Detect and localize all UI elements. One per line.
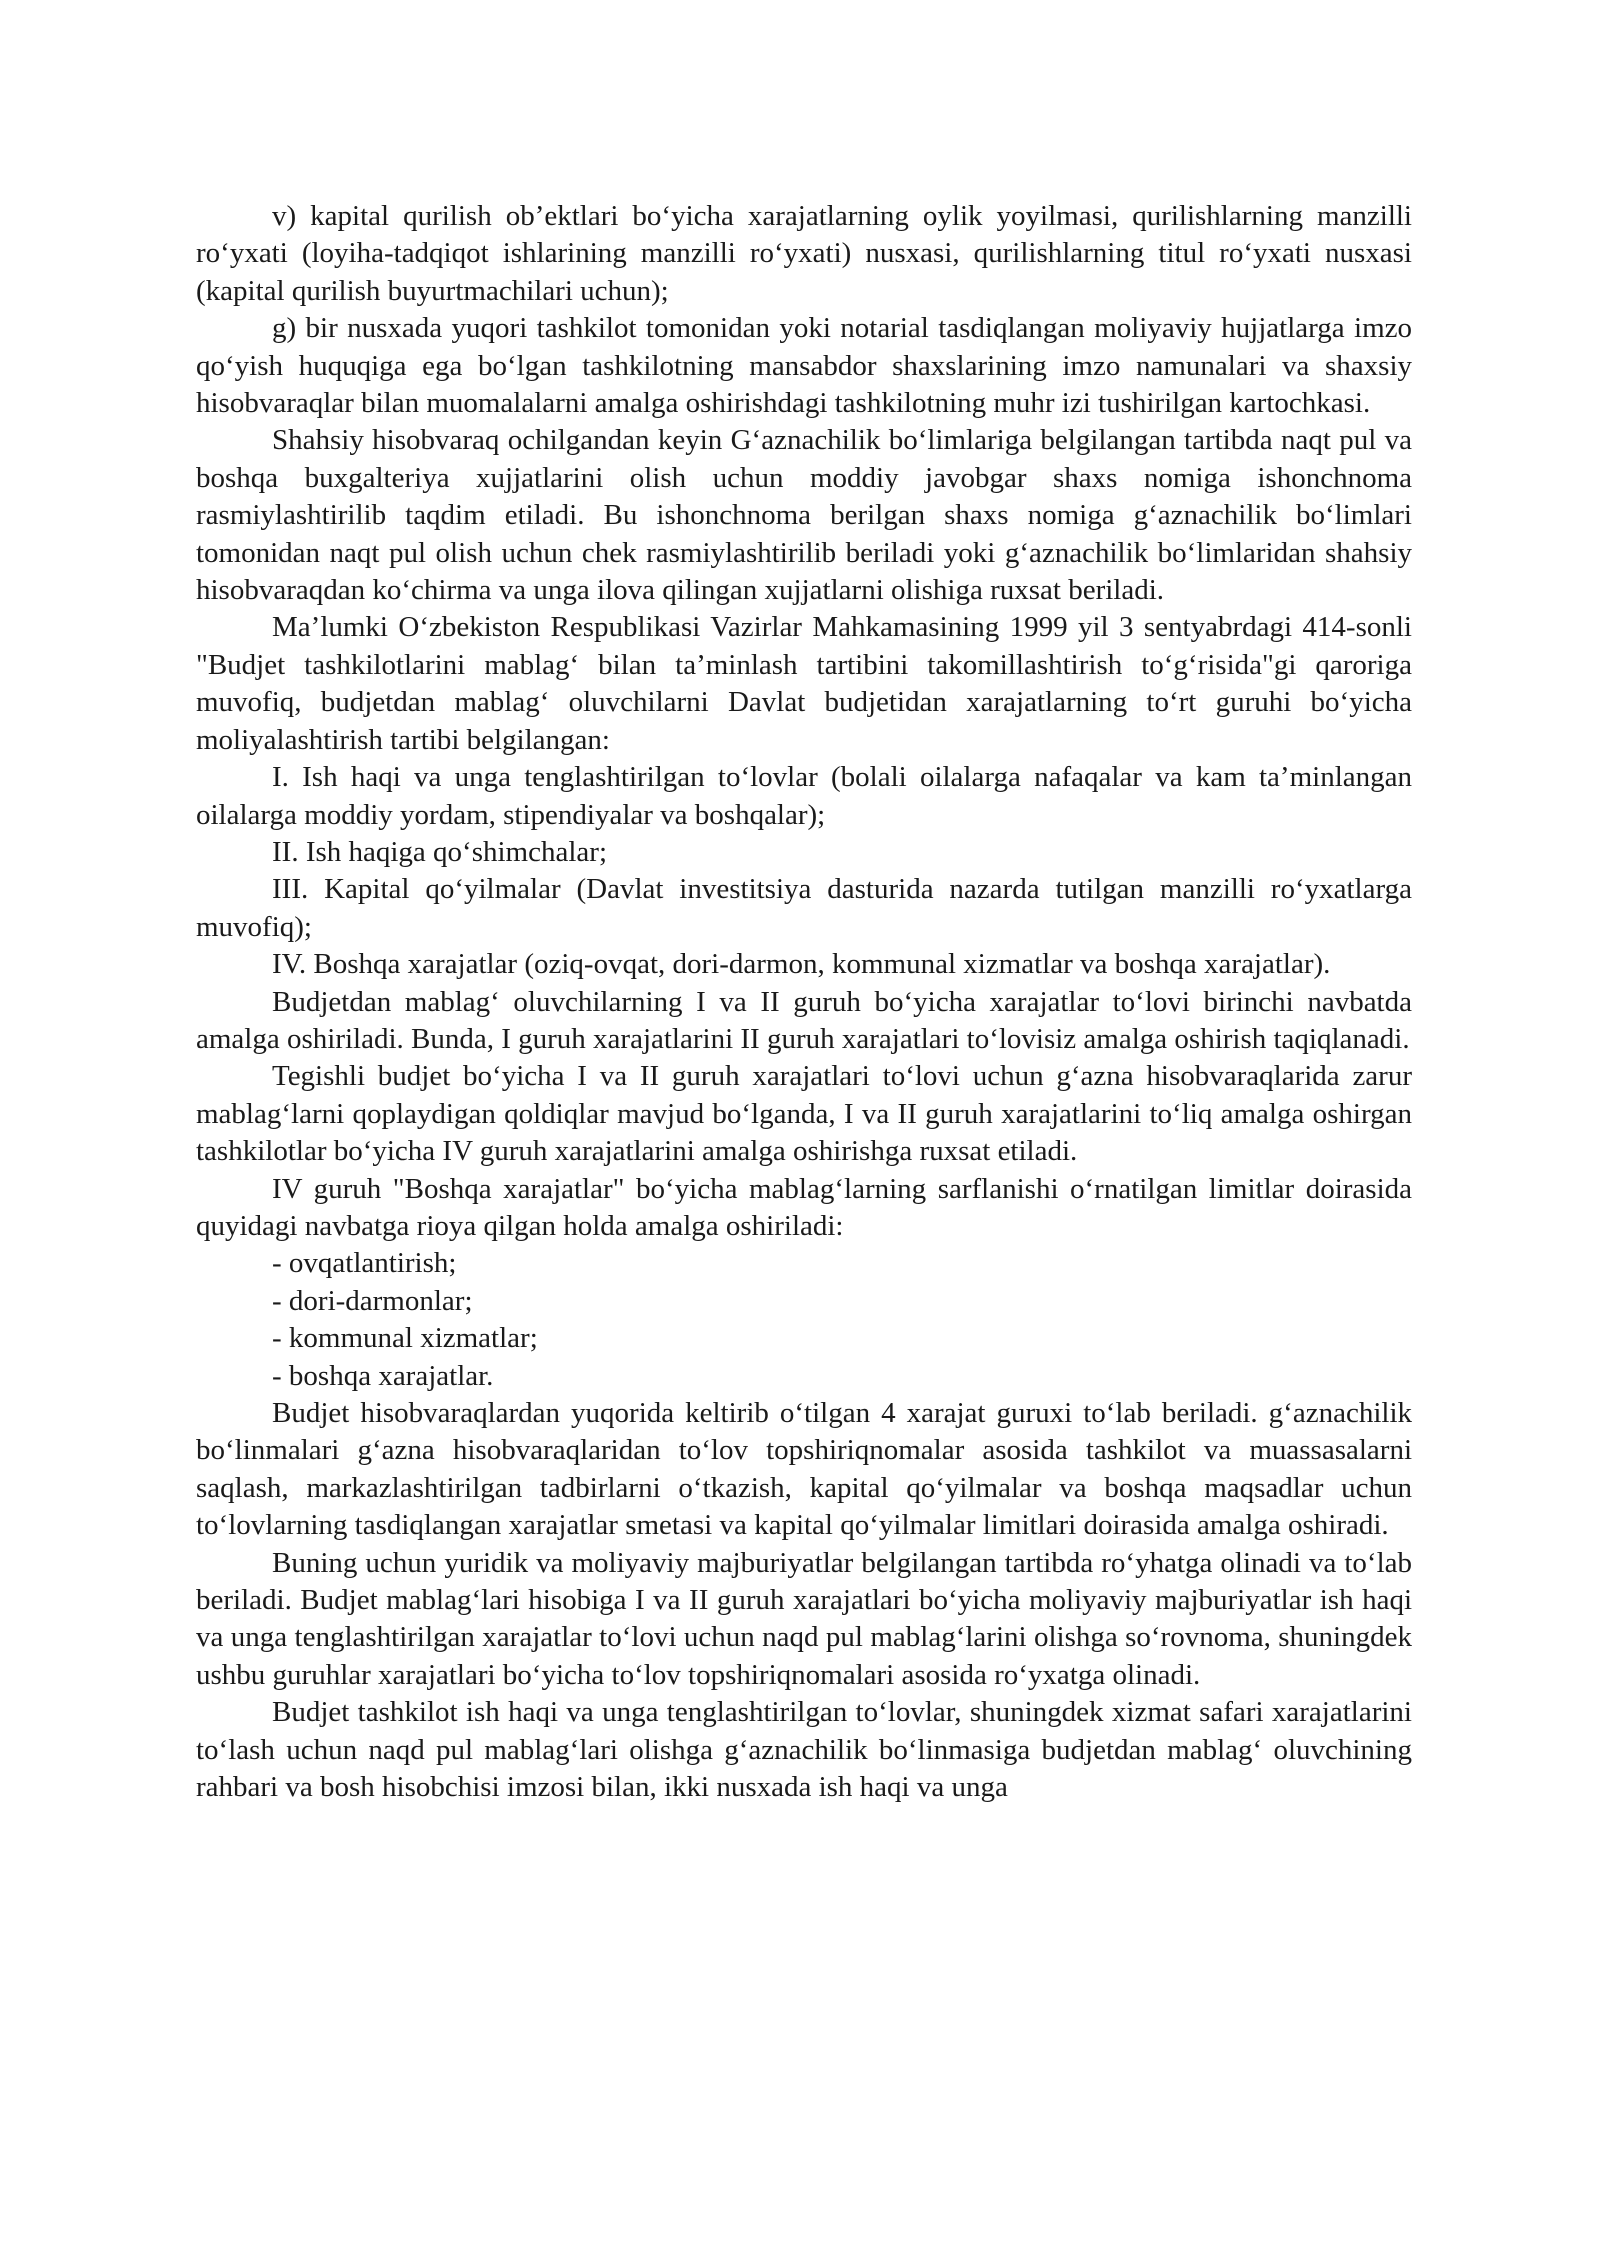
- paragraph-treasury-payments: Budjet hisobvaraqlardan yuqorida keltirib o‘tilgan 4 xarajat guruxi to‘lab beriladi. g‘aznachilik bo‘linmalari g‘azna hisobvaraqlaridan to‘lov topshiriqnomalar asosida tashkilot va muassasalarni saqlash, markazlashtirilgan tadbirlarni o‘tkazish, kapital qo‘yilmalar va boshqa maqsadlar uchun to‘lovlarning tasdiqlangan xarajatlar smetasi va kapital qo‘yilmalar limitlari doirasida amalga oshiradi.: [196, 1397, 1412, 1542]
- list-item-utilities: - kommunal xizmatlar;: [272, 1322, 538, 1355]
- list-item-medicines: - dori-darmonlar;: [272, 1284, 473, 1317]
- list-item-catering: - ovqatlantirish;: [272, 1247, 457, 1280]
- list-item-group-2: II. Ish haqiga qo‘shimchalar;: [272, 835, 608, 868]
- paragraph-group-balances: Tegishli budjet bo‘yicha I va II guruh xarajatlari to‘lovi uchun g‘azna hisobvaraqlarida zarur mablag‘larni qoplaydigan qoldiqlar mavjud bo‘lganda, I va II guruh xarajatlarini to‘liq amalga oshirgan tashkilotlar bo‘yicha IV guruh xarajatlarini amalga oshirishga ruxsat etiladi.: [196, 1060, 1412, 1168]
- paragraph-item-v: v) kapital qurilish ob’ektlari bo‘yicha xarajatlarning oylik yoyilmasi, qurilishlarning manzilli ro‘yxati (loyiha-tadqiqot ishlarining manzilli ro‘yxati) nusxasi, qurilishlarning titul ro‘yxati nusxasi (kapital qurilish buyurtmachilari uchun);: [196, 200, 1412, 307]
- paragraph-priority-payments: Budjetdan mablag‘ oluvchilarning I va II guruh bo‘yicha xarajatlar to‘lovi birinchi navbatda amalga oshiriladi. Bunda, I guruh xarajatlarini II guruh xarajatlari to‘lovisiz amalga oshirish taqiqlanadi.: [196, 985, 1412, 1055]
- paragraph-resolution-414: Ma’lumki O‘zbekiston Respublikasi Vazirlar Mahkamasining 1999 yil 3 sentyabrdagi 414-sonli "Budjet tashkilotlarini mablag‘ bilan ta’minlash tartibini takomillashtirish to‘g‘risida"gi qaroriga muvofiq, budjetdan mablag‘ oluvchilarni Davlat budjetidan xarajatlarning to‘rt guruhi bo‘yicha moliyalashtirish tartibi belgilangan:: [196, 611, 1412, 756]
- list-item-group-3: III. Kapital qo‘yilmalar (Davlat investitsiya dasturida nazarda tutilgan manzilli ro‘yxatlarga muvofiq);: [196, 873, 1412, 943]
- list-item-other: - boshqa xarajatlar.: [272, 1359, 494, 1392]
- paragraph-personal-account: Shahsiy hisobvaraq ochilgandan keyin G‘aznachilik bo‘limlariga belgilangan tartibda naqt pul va boshqa buxgalteriya xujjatlarini olish uchun moddiy javobgar shaxs nomiga ishonchnoma rasmiylashtirilib taqdim etiladi. Bu ishonchnoma berilgan shaxs nomiga g‘aznachilik bo‘limlari tomonidan naqt pul olish uchun chek rasmiylashtirilib beriladi yoki g‘aznachilik bo‘limlaridan shahsiy hisobvaraqdan ko‘chirma va unga ilova qilingan xujjatlarni olishiga ruxsat beriladi.: [196, 424, 1412, 607]
- document-page: [196, 198, 1412, 1806]
- list-item-group-4: IV. Boshqa xarajatlar (oziq-ovqat, dori-darmon, kommunal xizmatlar va boshqa xarajatlar).: [272, 948, 1331, 981]
- paragraph-obligations-registration: Buning uchun yuridik va moliyaviy majburiyatlar belgilangan tartibda ro‘yhatga olinadi va to‘lab beriladi. Budjet mablag‘lari hisobiga I va II guruh xarajatlari bo‘yicha moliyaviy majburiyatlar ish haqi va unga tenglashtirilgan xarajatlar to‘lovi uchun naqd pul mablag‘larini olishga so‘rovnoma, shuningdek ushbu guruhlar xarajatlari bo‘yicha to‘lov topshiriqnomalari asosida ro‘yxatga olinadi.: [196, 1546, 1412, 1691]
- paragraph-item-g: g) bir nusxada yuqori tashkilot tomonidan yoki notarial tasdiqlangan moliyaviy hujjatlarga imzo qo‘yish huquqiga ega bo‘lgan tashkilotning mansabdor shaxslarining imzo namunalari va shaxsiy hisobvaraqlar bilan muomalalarni amalga oshirishdagi tashkilotning muhr izi tushirilgan kartochkasi.: [196, 312, 1412, 420]
- paragraph-cash-request: Budjet tashkilot ish haqi va unga tenglashtirilgan to‘lovlar, shuningdek xizmat safari xarajatlarini to‘lash uchun naqd pul mablag‘lari olishga g‘aznachilik bo‘linmasiga budjetdan mablag‘ oluvchining rahbari va bosh hisobchisi imzosi bilan, ikki nusxada ish haqi va unga: [196, 1696, 1412, 1804]
- paragraph-other-expenses-order: IV guruh "Boshqa xarajatlar" bo‘yicha mablag‘larning sarflanishi o‘rnatilgan limitlar doirasida quyidagi navbatga rioya qilgan holda amalga oshiriladi:: [196, 1172, 1412, 1242]
- list-item-group-1: I. Ish haqi va unga tenglashtirilgan to‘lovlar (bolali oilalarga nafaqalar va kam ta’minlangan oilalarga moddiy yordam, stipendiyalar va boshqalar);: [196, 761, 1412, 831]
